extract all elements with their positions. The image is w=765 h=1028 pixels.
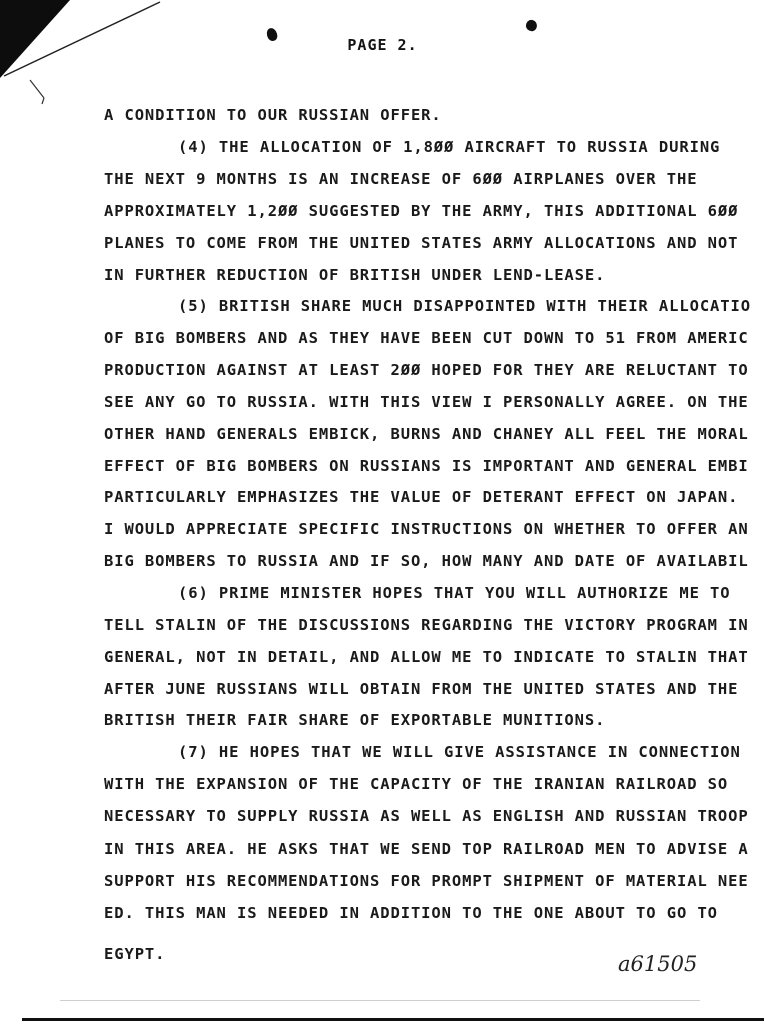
text-line: (7) HE HOPES THAT WE WILL GIVE ASSISTANCE IN CONNECTION [178,743,741,761]
text-line: SUPPORT HIS RECOMMENDATIONS FOR PROMPT SHIPMENT OF MATERIAL NEE [104,872,749,890]
text-line: PRODUCTION AGAINST AT LEAST 2ØØ HOPED FOR THEY ARE RELUCTANT TO [104,361,749,379]
text-line: NECESSARY TO SUPPLY RUSSIA AS WELL AS ENGLISH AND RUSSIAN TROOP [104,807,749,825]
text-line: EGYPT. [104,945,166,963]
text-line: THE NEXT 9 MONTHS IS AN INCREASE OF 6ØØ AIRPLANES OVER THE [104,170,698,188]
text-line: BIG BOMBERS TO RUSSIA AND IF SO, HOW MANY AND DATE OF AVAILABIL [104,552,749,570]
text-line: (6) PRIME MINISTER HOPES THAT YOU WILL AUTHORIZE ME TO [178,584,731,602]
text-line: (5) BRITISH SHARE MUCH DISAPPOINTED WITH THEIR ALLOCATIO [178,297,751,315]
text-line: OF BIG BOMBERS AND AS THEY HAVE BEEN CUT DOWN TO 51 FROM AMERIC [104,329,749,347]
handwritten-reference: a61505 [618,952,698,976]
text-line: I WOULD APPRECIATE SPECIFIC INSTRUCTIONS ON WHETHER TO OFFER AN [104,520,749,538]
text-line: SEE ANY GO TO RUSSIA. WITH THIS VIEW I PERSONALLY AGREE. ON THE [104,393,749,411]
bottom-edge-rule [22,1018,764,1021]
text-line: GENERAL, NOT IN DETAIL, AND ALLOW ME TO INDICATE TO STALIN THAT [104,648,749,666]
text-line: ED. THIS MAN IS NEEDED IN ADDITION TO THE ONE ABOUT TO GO TO [104,904,718,922]
torn-corner-mark [0,0,170,110]
text-line: TELL STALIN OF THE DISCUSSIONS REGARDING THE VICTORY PROGRAM IN [104,616,749,634]
text-line: WITH THE EXPANSION OF THE CAPACITY OF THE IRANIAN RAILROAD SO [104,775,729,793]
punch-mark-right [524,18,538,32]
text-line: A CONDITION TO OUR RUSSIAN OFFER. [104,106,442,124]
text-line: APPROXIMATELY 1,2ØØ SUGGESTED BY THE ARMY, THIS ADDITIONAL 6ØØ [104,202,739,220]
text-line: AFTER JUNE RUSSIANS WILL OBTAIN FROM THE UNITED STATES AND THE [104,680,739,698]
text-line: IN FURTHER REDUCTION OF BRITISH UNDER LEND-LEASE. [104,266,606,284]
page-number: PAGE 2. [347,36,418,54]
text-line: PARTICULARLY EMPHASIZES THE VALUE OF DETERANT EFFECT ON JAPAN. [104,488,739,506]
faint-divider [60,1000,700,1001]
text-line: (4) THE ALLOCATION OF 1,8ØØ AIRCRAFT TO RUSSIA DURING [178,138,721,156]
text-line: OTHER HAND GENERALS EMBICK, BURNS AND CHANEY ALL FEEL THE MORAL [104,425,749,443]
text-line: IN THIS AREA. HE ASKS THAT WE SEND TOP RAILROAD MEN TO ADVISE A [104,840,749,858]
text-line: EFFECT OF BIG BOMBERS ON RUSSIANS IS IMPORTANT AND GENERAL EMBI [104,457,749,475]
text-line: PLANES TO COME FROM THE UNITED STATES ARMY ALLOCATIONS AND NOT [104,234,739,252]
text-line: BRITISH THEIR FAIR SHARE OF EXPORTABLE MUNITIONS. [104,711,606,729]
